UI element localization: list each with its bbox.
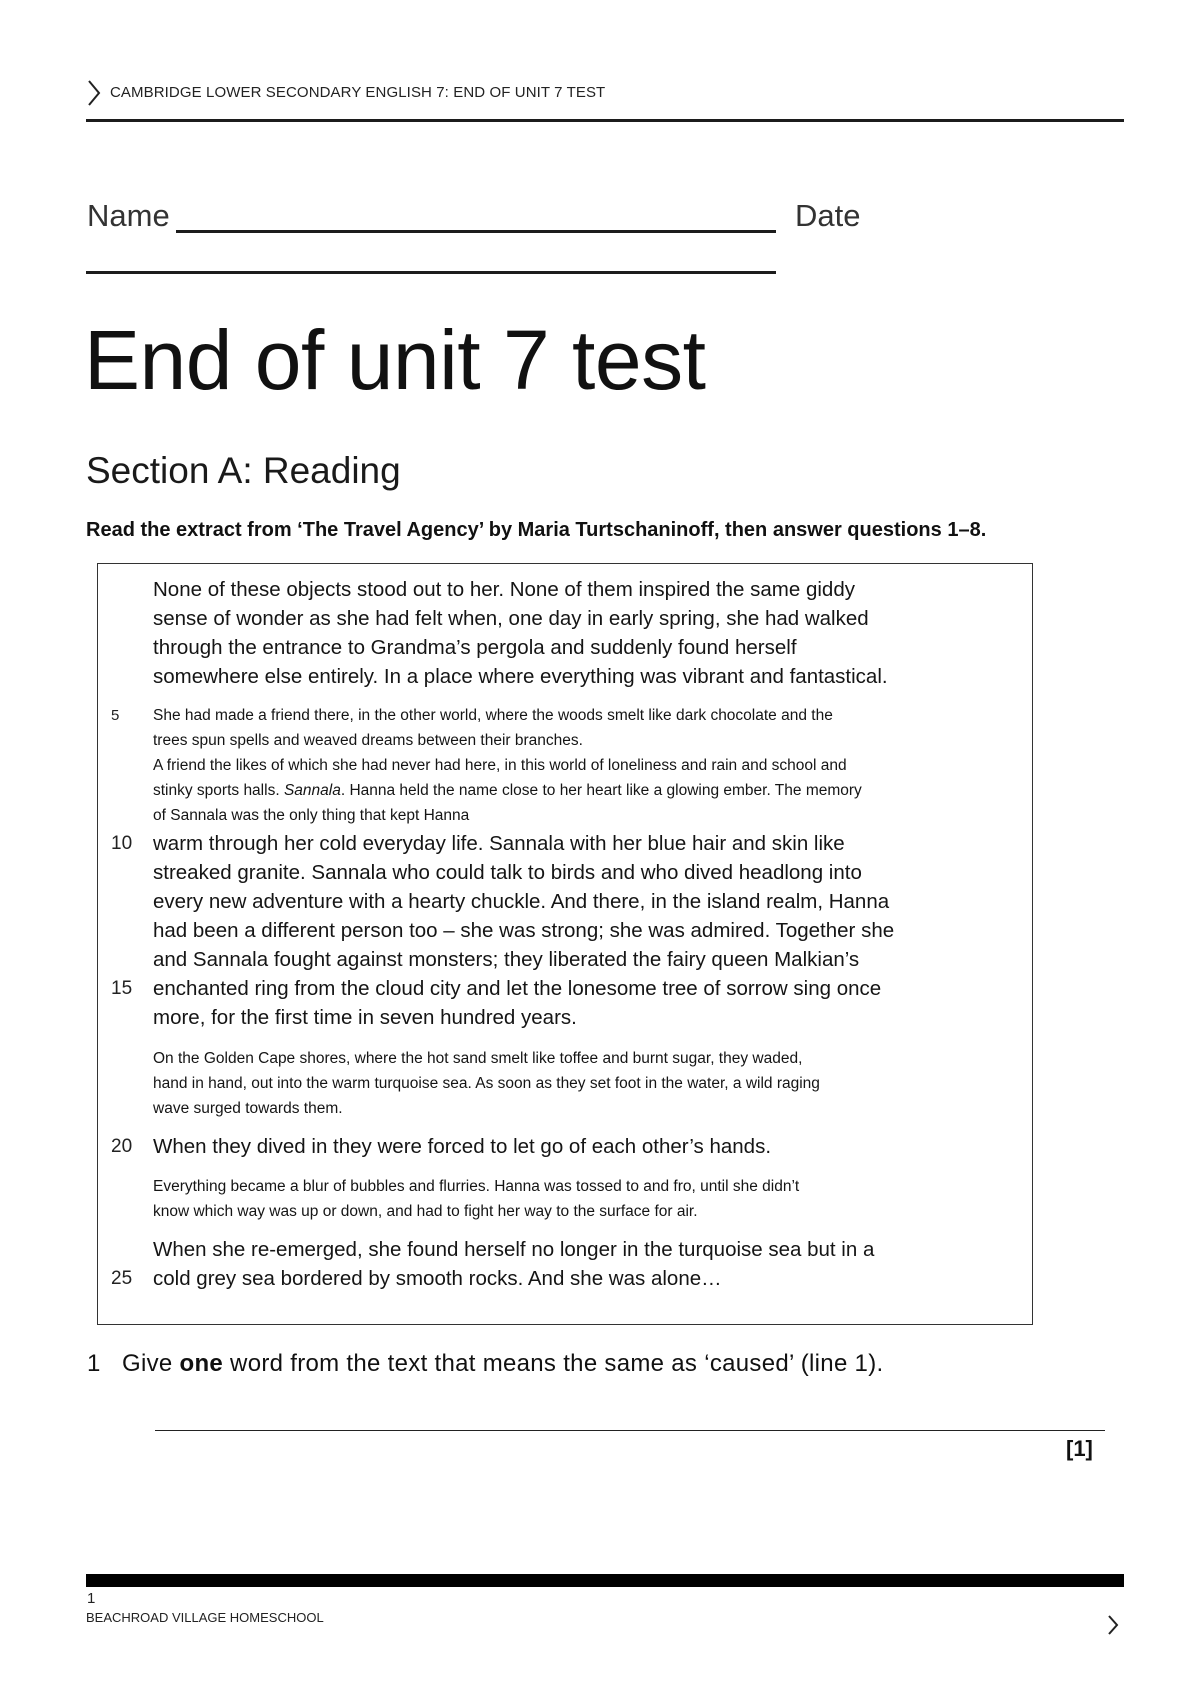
page-number: 1: [87, 1590, 96, 1607]
passage-line: enchanted ring from the cloud city and let the lonesome tree of sorrow sing once: [153, 977, 882, 1000]
question-text-start: Give: [122, 1350, 180, 1377]
passage-line: On the Golden Cape shores, where the hot sand smelt like toffee and burnt sugar, they waded,: [153, 1050, 803, 1067]
passage-line: She had made a friend there, in the other world, where the woods smelt like dark chocolate and the: [153, 707, 833, 724]
passage-line: cold grey sea bordered by smooth rocks. And she was alone…: [153, 1267, 722, 1290]
passage-line: Everything became a blur of bubbles and flurries. Hanna was tossed to and fro, until she didn’t: [153, 1178, 800, 1195]
line-number: 5: [111, 707, 120, 724]
passage-line: When they dived in they were forced to let go of each other’s hands.: [153, 1135, 772, 1158]
question-emphasis: one: [179, 1350, 224, 1377]
instruction: Read the extract from ‘The Travel Agency’ by Maria Turtschaninoff, then answer questions 1–8.: [86, 519, 987, 541]
passage-line: and Sannala fought against monsters; they liberated the fairy queen Malkian’s: [153, 948, 860, 971]
passage-line: know which way was up or down, and had to fight her way to the surface for air.: [153, 1203, 698, 1220]
date-label: Date: [795, 198, 861, 233]
chevron-right-icon: [1105, 1612, 1121, 1638]
name-label: Name: [87, 198, 170, 233]
passage-line: sense of wonder as she had felt when, one day in early spring, she had walked: [153, 607, 869, 630]
line-number: 20: [111, 1136, 133, 1157]
header-title: CAMBRIDGE LOWER SECONDARY ENGLISH 7: END OF UNIT 7 TEST: [110, 84, 606, 101]
question-text-end: word from the text that means the same as ‘caused’ (line 1).: [223, 1350, 884, 1377]
line-number: 25: [111, 1268, 133, 1289]
passage-text: . Hanna held the name close to her heart like a glowing ember. The memory: [340, 782, 862, 799]
passage-line: A friend the likes of which she had never had here, in this world of loneliness and rain and school and: [153, 757, 847, 774]
passage-line: None of these objects stood out to her. None of them inspired the same giddy: [153, 578, 855, 601]
line-number: 15: [111, 978, 133, 999]
answer-field[interactable]: [155, 1430, 1105, 1431]
question-text: [122, 1350, 883, 1378]
header-rule: [86, 119, 1124, 122]
line-number: 10: [111, 833, 133, 854]
passage-line: hand in hand, out into the warm turquoise sea. As soon as they set foot in the water, a wild raging: [153, 1075, 820, 1092]
passage-line: When she re-emerged, she found herself no longer in the turquoise sea but in a: [153, 1238, 875, 1261]
name-field[interactable]: [176, 230, 776, 233]
passage-line: through the entrance to Grandma’s pergola and suddenly found herself: [153, 636, 797, 659]
marks-label: [1]: [1066, 1436, 1093, 1461]
passage-line: had been a different person too – she was strong; she was admired. Together she: [153, 919, 895, 942]
passage-line: more, for the first time in seven hundred years.: [153, 1006, 577, 1029]
footer-bar: [86, 1574, 1124, 1587]
chevron-right-icon: [84, 78, 104, 108]
emphasis-name: Sannala: [283, 782, 341, 799]
passage-line: [153, 782, 862, 800]
footer-school: BEACHROAD VILLAGE HOMESCHOOL: [86, 1610, 324, 1625]
passage-line: trees spun spells and weaved dreams between their branches.: [153, 732, 583, 749]
passage-text: stinky sports halls.: [153, 782, 284, 799]
passage-line: warm through her cold everyday life. Sannala with her blue hair and skin like: [153, 832, 845, 855]
date-field[interactable]: [86, 271, 776, 274]
page-title: End of unit 7 test: [84, 313, 706, 407]
passage-line: streaked granite. Sannala who could talk to birds and who dived headlong into: [153, 861, 862, 884]
passage-line: somewhere else entirely. In a place where everything was vibrant and fantastical.: [153, 665, 888, 688]
passage-line: every new adventure with a hearty chuckle. And there, in the island realm, Hanna: [153, 890, 890, 913]
passage-line: wave surged towards them.: [153, 1100, 343, 1117]
passage-line: of Sannala was the only thing that kept Hanna: [153, 807, 470, 824]
section-heading: Section A: Reading: [86, 450, 401, 491]
question-number: 1: [87, 1350, 101, 1377]
